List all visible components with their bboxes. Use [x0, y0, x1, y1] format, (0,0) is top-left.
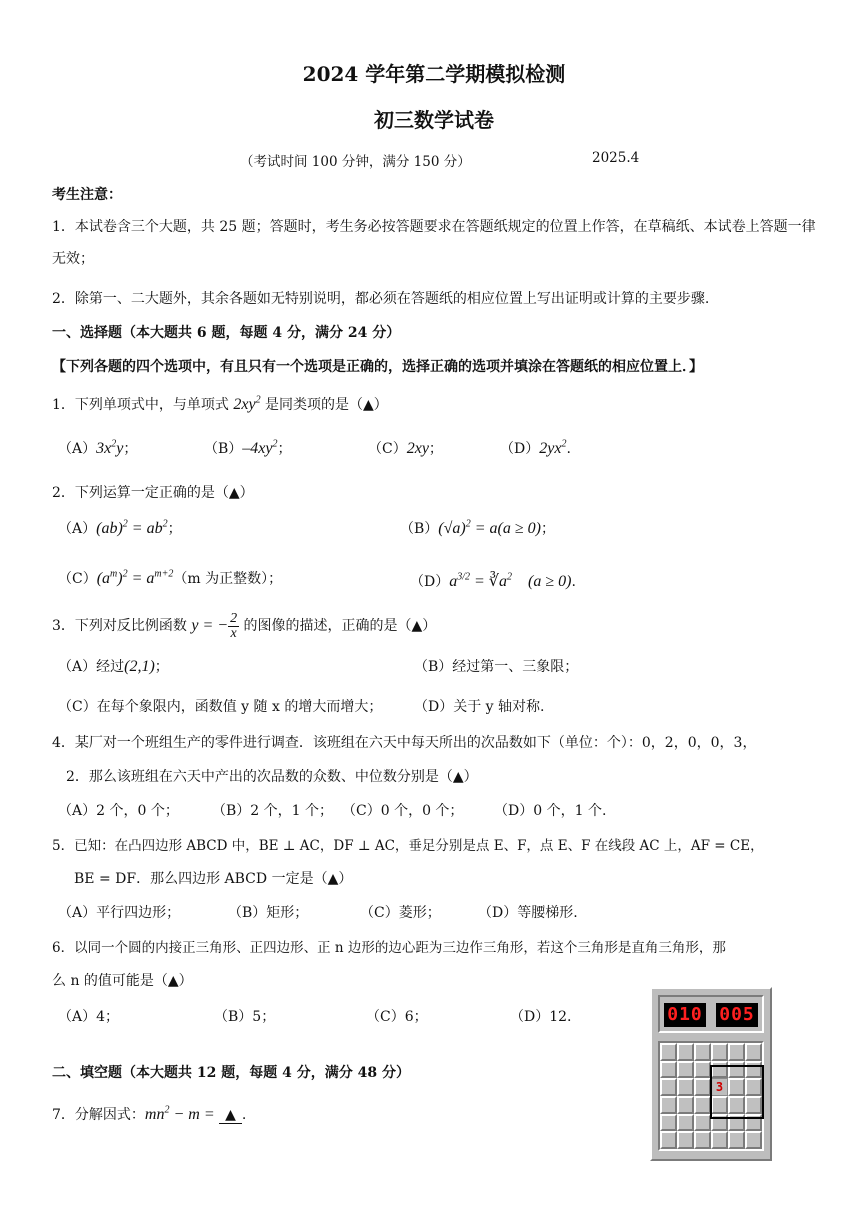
section2-heading: 二、填空题（本大题共 12 题，每题 4 分，满分 48 分）: [52, 1065, 410, 1081]
q3-stem-text: 3．下列对反比例函数: [52, 618, 187, 635]
minefield-cell[interactable]: [728, 1131, 745, 1149]
minefield-cell[interactable]: [694, 1061, 711, 1079]
minefield-cell[interactable]: [728, 1078, 745, 1096]
q5-option-d[interactable]: （D）等腰梯形.: [478, 905, 578, 921]
q3-stem: [52, 612, 436, 641]
minefield-cell[interactable]: [660, 1061, 677, 1079]
minefield-cell[interactable]: [745, 1078, 762, 1096]
minefield-cell[interactable]: [694, 1114, 711, 1132]
q3-option-c[interactable]: （C）在每个象限内，函数值 y 随 x 的增大而增大；: [58, 699, 383, 715]
minefield-cell[interactable]: [677, 1061, 694, 1079]
minefield-cell[interactable]: [728, 1096, 745, 1114]
exam-info: （考试时间 100 分钟，满分 150 分）: [240, 154, 471, 170]
exam-subtitle: 初三数学试卷: [374, 108, 494, 132]
notice-item-1: 1．本试卷含三个大题，共 25 题；答题时，考生务必按答题要求在答题纸规定的位置上作答，在草稿纸、本试卷上答题一律无效；: [52, 219, 816, 267]
minefield-cell[interactable]: [711, 1061, 728, 1079]
minefield-cell[interactable]: [711, 1096, 728, 1114]
minefield-cell[interactable]: [694, 1043, 711, 1061]
q1-option-b-label: （B）: [204, 441, 243, 457]
q2-option-c[interactable]: $(C)(a^m)^2 = a^{m+2}(m$ 为正整数）；: [58, 568, 283, 587]
q6-stem-line1: 6．以同一个圆的内接正三角形、正四边形、正 n 边形的边心距为三边作三角形，若这个三角形是直角三角形，那: [52, 940, 726, 956]
q4-option-a[interactable]: （A）2 个，0 个；: [58, 803, 179, 819]
q2-option-d-label: （D）: [410, 574, 450, 590]
q5-stem-line1: 5．已知：在凸四边形 ABCD 中，BE ⊥ AC，DF ⊥ AC，垂足分别是点 E、F，点 E、F 在线段 AC 上，AF = CE，: [52, 838, 764, 854]
minefield-cell[interactable]: [677, 1043, 694, 1061]
q1-option-c-label: （C）: [368, 441, 407, 457]
q3-option-a[interactable]: （A）经过(2,1)；: [58, 658, 169, 675]
minefield-grid: [658, 1041, 764, 1151]
q5-stem-line2: BE = DF．那么四边形 ABCD 一定是（▲）: [74, 871, 353, 887]
q2-option-d[interactable]: $(D)a^{3/2}$ = $∛a^2$ (a ≥ 0).: [410, 571, 576, 590]
q1-stem: [52, 394, 388, 414]
q1-option-d-label: （D）: [500, 441, 540, 457]
q3-stem-tail: 的图像的描述，正确的是（▲）: [243, 618, 437, 635]
q2-option-c-label: （C）: [58, 571, 97, 587]
q5-option-c[interactable]: （C）菱形；: [360, 905, 441, 921]
q4-option-c[interactable]: （C）0 个，0 个；: [342, 803, 464, 819]
q2-stem: 2．下列运算一定正确的是（▲）: [52, 485, 254, 501]
minefield-cell[interactable]: [677, 1131, 694, 1149]
minefield-cell[interactable]: [660, 1043, 677, 1061]
q6-option-b[interactable]: （B）5；: [214, 1009, 276, 1025]
q2-option-c-note: （m 为正整数）；: [173, 571, 283, 587]
exam-date: 2025.4: [592, 150, 640, 166]
minefield-cell[interactable]: [694, 1078, 711, 1096]
minefield-cell[interactable]: [694, 1096, 711, 1114]
q5-option-b[interactable]: （B）矩形；: [228, 905, 309, 921]
q6-option-d[interactable]: （D）12.: [510, 1009, 572, 1025]
q4-stem-line1: 4．某厂对一个班组生产的零件进行调查．该班组在六天中每天所出的次品数如下（单位：个）：0，2，0，0，3，: [52, 735, 757, 751]
q1-option-c[interactable]: （C）2xy；: [368, 440, 443, 457]
minefield-cell[interactable]: [711, 1114, 728, 1132]
minefield-cell[interactable]: [728, 1061, 745, 1079]
q2-option-b-label: （B）: [400, 521, 439, 537]
minesweeper-header: [658, 995, 764, 1033]
q3-option-d[interactable]: （D）关于 y 轴对称.: [414, 699, 545, 715]
q7-expr: $mn^2 - m$ =: [144, 1104, 215, 1123]
q1-expr: $2xy^2$: [233, 394, 261, 413]
minefield-cell[interactable]: [728, 1114, 745, 1132]
q1-option-a[interactable]: $(A)3x^2y$；: [58, 438, 138, 457]
q7-stem: 7．分解因式：$mn^2 - m$ = ▲ .: [52, 1104, 247, 1123]
minefield-cell[interactable]: [745, 1131, 762, 1149]
notice-heading: 考生注意：: [52, 187, 122, 203]
q1-stem-tail: 是同类项的是（▲）: [265, 397, 388, 413]
q4-option-d[interactable]: （D）0 个，1 个.: [494, 803, 607, 819]
q1-option-b[interactable]: $(B)-4xy^2$；: [204, 438, 292, 457]
q3-option-b[interactable]: （B）经过第一、三象限；: [414, 659, 579, 675]
minefield-cell[interactable]: [677, 1114, 694, 1132]
q3-function: y = − $\frac{2}{x}$: [191, 611, 238, 641]
minefield-cell[interactable]: [660, 1131, 677, 1149]
q6-option-c[interactable]: （C）6；: [366, 1009, 428, 1025]
minefield-cell[interactable]: [745, 1096, 762, 1114]
q1-option-d[interactable]: $(D)2yx^2$.: [500, 438, 571, 457]
minefield-cell[interactable]: [660, 1096, 677, 1114]
q2-option-b[interactable]: $(B)(√a)^2 = a(a \ge 0)$；: [400, 518, 555, 537]
minefield-cell[interactable]: [745, 1061, 762, 1079]
section1-heading: 一、选择题（本大题共 6 题，每题 4 分，满分 24 分）: [52, 325, 401, 341]
minefield-cell[interactable]: [660, 1078, 677, 1096]
minefield-cell[interactable]: [677, 1096, 694, 1114]
minefield-cell[interactable]: [745, 1114, 762, 1132]
q1-stem-text: 1．下列单项式中，与单项式: [52, 397, 229, 413]
q6-stem-line2: 么 n 的值可能是（▲）: [52, 973, 193, 989]
q1-option-a-label: （A）: [58, 441, 97, 457]
minefield-cell[interactable]: [745, 1043, 762, 1061]
minefield-cell[interactable]: [711, 1131, 728, 1149]
q6-option-a[interactable]: （A）4；: [58, 1009, 120, 1025]
q5-option-a[interactable]: （A）平行四边形；: [58, 905, 181, 921]
minefield-cell[interactable]: [694, 1131, 711, 1149]
minefield-cell[interactable]: [677, 1078, 694, 1096]
q4-option-b[interactable]: （B）2 个，1 个；: [212, 803, 334, 819]
revealed-cell-number: 3: [711, 1078, 728, 1096]
q2-option-a[interactable]: $(A)(ab)^2 = ab^2$；: [58, 518, 182, 537]
minefield-cell[interactable]: [660, 1114, 677, 1132]
q3-option-a-label: （A）经过: [58, 659, 125, 675]
timer-display: 005: [716, 1003, 758, 1027]
q7-stem-text: 7．分解因式：: [52, 1107, 145, 1123]
minesweeper-widget: [650, 987, 772, 1161]
q7-answer-blank[interactable]: ▲: [219, 1107, 242, 1124]
mine-counter-display: 010: [664, 1003, 706, 1027]
exam-title: 2024 学年第二学期模拟检测: [302, 62, 566, 86]
minefield-cell[interactable]: [728, 1043, 745, 1061]
minefield-cell[interactable]: [711, 1043, 728, 1061]
notice-item-2: 2．除第一、二大题外，其余各题如无特别说明，都必须在答题纸的相应位置上写出证明或计算的主要步骤.: [52, 291, 710, 307]
q4-stem-line2: 2．那么该班组在六天中产出的次品数的众数、中位数分别是（▲）: [66, 769, 478, 785]
q2-option-a-label: （A）: [58, 521, 97, 537]
section1-instruction: 【下列各题的四个选项中，有且只有一个选项是正确的，选择正确的选项并填涂在答题纸的相应位置上．】: [52, 359, 703, 375]
